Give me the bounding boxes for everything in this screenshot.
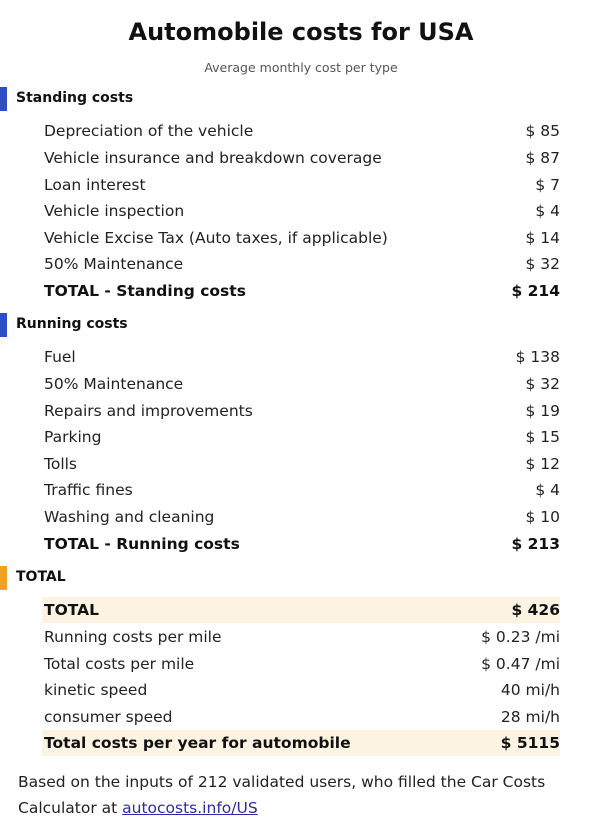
row-value: 28 mi/h xyxy=(500,708,560,726)
row-value: $ 0.47 /mi xyxy=(481,655,560,673)
row-value: $ 12 xyxy=(525,455,560,473)
row-label: 50% Maintenance xyxy=(44,255,184,273)
row-label: Fuel xyxy=(44,348,76,366)
running-row-tolls xyxy=(42,451,560,477)
total-row-per-year xyxy=(42,730,560,756)
row-value: 40 mi/h xyxy=(500,681,560,699)
row-label: Repairs and improvements xyxy=(44,402,253,420)
page-title: Automobile costs for USA xyxy=(128,18,474,46)
standing-row-loan-interest xyxy=(42,172,560,198)
row-value: $ 214 xyxy=(511,282,560,300)
running-row-traffic-fines xyxy=(42,477,560,503)
running-row-repairs xyxy=(42,398,560,424)
row-value: $ 87 xyxy=(525,149,560,167)
total-row-monthly xyxy=(42,597,560,623)
row-label: Parking xyxy=(44,428,102,446)
standing-row-excise-tax xyxy=(42,225,560,251)
row-label: Tolls xyxy=(44,455,78,473)
standing-costs-heading: Standing costs xyxy=(16,90,134,106)
row-label: Total costs per year for automobile xyxy=(44,734,351,752)
running-row-total xyxy=(42,531,560,557)
total-heading: TOTAL xyxy=(16,569,66,585)
total-row-total-per-mile xyxy=(42,651,560,677)
row-label: TOTAL - Running costs xyxy=(44,535,240,553)
row-value: $ 0.23 /mi xyxy=(481,628,560,646)
running-costs-heading: Running costs xyxy=(16,316,128,332)
row-value: $ 213 xyxy=(511,535,560,553)
row-value: $ 426 xyxy=(511,601,560,619)
running-row-maintenance xyxy=(42,371,560,397)
footer-text: Based on the inputs of 212 validated users, who filled the Car Costs Calculator at xyxy=(18,773,546,817)
row-label: Washing and cleaning xyxy=(44,508,215,526)
row-label: TOTAL - Standing costs xyxy=(44,282,246,300)
row-label: Vehicle inspection xyxy=(44,202,185,220)
page-subtitle: Average monthly cost per type xyxy=(204,60,398,75)
row-value: $ 19 xyxy=(525,402,560,420)
standing-row-total xyxy=(42,278,560,304)
row-label: Traffic fines xyxy=(44,481,133,499)
row-value: $ 85 xyxy=(525,122,560,140)
footer-note xyxy=(18,769,578,821)
row-value: $ 4 xyxy=(535,481,560,499)
row-label: Total costs per mile xyxy=(44,655,195,673)
row-value: $ 7 xyxy=(535,176,560,194)
total-row-running-per-mile xyxy=(42,624,560,650)
row-label: Vehicle insurance and breakdown coverage xyxy=(44,149,382,167)
row-label: Depreciation of the vehicle xyxy=(44,122,254,140)
running-costs-header xyxy=(0,313,602,337)
row-value: $ 15 xyxy=(525,428,560,446)
row-label: consumer speed xyxy=(44,708,173,726)
total-accent-bar xyxy=(0,566,7,590)
total-header xyxy=(0,566,602,590)
row-value: $ 5115 xyxy=(500,734,560,752)
row-label: Vehicle Excise Tax (Auto taxes, if applicable) xyxy=(44,229,388,247)
row-value: $ 32 xyxy=(525,255,560,273)
row-label: Running costs per mile xyxy=(44,628,222,646)
row-value: $ 4 xyxy=(535,202,560,220)
standing-row-inspection xyxy=(42,198,560,224)
row-label: kinetic speed xyxy=(44,681,148,699)
running-row-washing xyxy=(42,504,560,530)
running-row-parking xyxy=(42,424,560,450)
row-value: $ 10 xyxy=(525,508,560,526)
running-accent-bar xyxy=(0,313,7,337)
row-label: TOTAL xyxy=(44,601,99,619)
row-value: $ 14 xyxy=(525,229,560,247)
autocosts-link[interactable]: autocosts.info/US xyxy=(122,799,258,817)
standing-accent-bar xyxy=(0,87,7,111)
total-row-kinetic-speed xyxy=(42,677,560,703)
total-row-consumer-speed xyxy=(42,704,560,730)
standing-row-insurance xyxy=(42,145,560,171)
row-label: Loan interest xyxy=(44,176,146,194)
row-label: 50% Maintenance xyxy=(44,375,184,393)
running-row-fuel xyxy=(42,344,560,370)
row-value: $ 32 xyxy=(525,375,560,393)
standing-costs-header xyxy=(0,87,602,111)
standing-row-maintenance xyxy=(42,251,560,277)
standing-row-depreciation xyxy=(42,118,560,144)
row-value: $ 138 xyxy=(515,348,560,366)
